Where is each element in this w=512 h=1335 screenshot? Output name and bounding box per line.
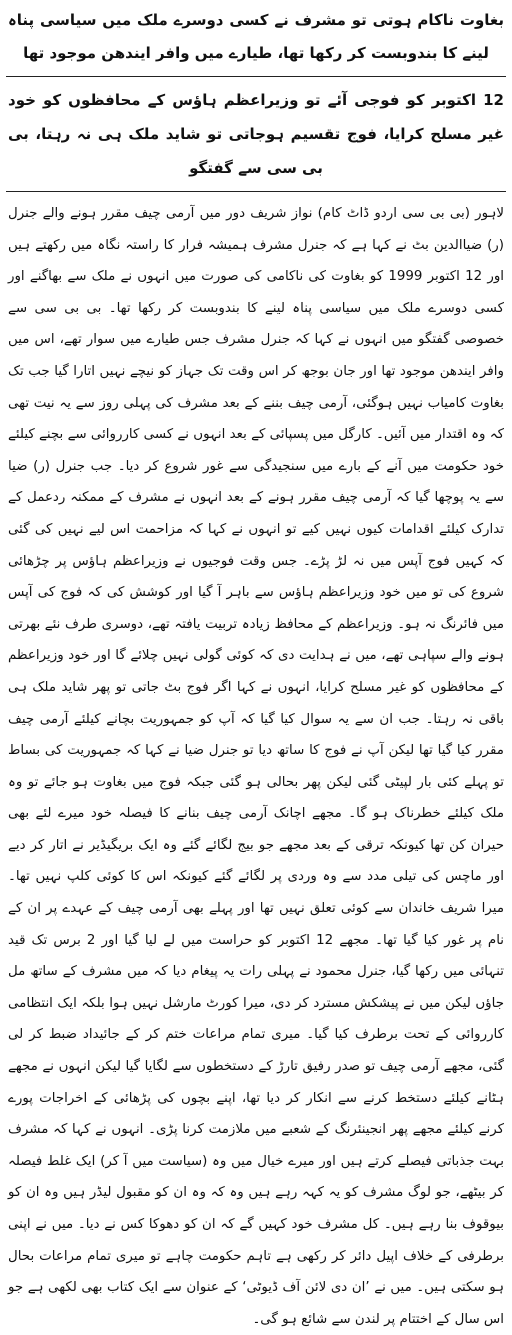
article-body: لاہور (بی بی سی اردو ڈاٹ کام) نواز شریف دور میں آرمی چیف مقرر ہونے والے جنرل (ر) ضیاالدین بٹ نے کہا ہے کہ جنرل مشرف ہمیشہ فرار کا راستہ نگاہ میں رکھتے ہیں اور 12 اکتوبر 1999 کو بغاوت کی ناکامی کی صورت میں انہوں نے ملک سے بھاگنے اور کسی دوسرے ملک میں سیاسی پناہ لینے کا بندوبست کر رکھا تھا۔ بی بی سی سے خصوصی گفتگو میں انہوں نے کہا کہ جنرل مشرف جس طیارے میں سوار تھے، اس میں وافر ایندھن موجود تھا اور جان بوجھ کر اس وقت تک جہاز کو نیچے نہیں اتارا گیا جب تک بغاوت کامیاب نہیں ہوگئی، آرمی چیف بننے کے بعد مشرف کی پہلی روز سے یہ نیت تھی کہ وہ اقتدار میں آئیں۔ کارگل میں پسپائی کے بعد انہوں نے کسی کارروائی سے بچنے کیلئے خود حکومت میں آنے کے بارے میں سنجیدگی سے غور شروع کر دیا۔ جب جنرل (ر) ضیا سے یہ پوچھا گیا کہ آرمی چیف مقرر ہونے کے بعد انہوں نے مشرف کے ممکنہ ردعمل کے تدارک کیلئے اقدامات کیوں نہیں کیے تو انہوں نے کہا کہ مزاحمت اس لیے نہیں کی گئی کہ کہیں فوج آپس میں نہ لڑ پڑے۔ جس وقت فوجیوں نے وزیراعظم ہاؤس پر چڑھائی شروع کی تو میں خود وزیراعظم ہاؤس سے باہر آ گیا اور کوشش کی کہ فوج کی آپس میں فائرنگ نہ ہو۔ وزیراعظم کے محافظ زیادہ تربیت یافتہ تھے، دوسری طرف نئے بھرتی ہونے والے سپاہی تھے، میں نے ہدایت دی کہ کوئی گولی نہیں چلائے گا اور خود وزیراعظم کے محافظوں کو غیر مسلح کرایا، انہوں نے کہا اگر فوج بٹ جاتی تو پھر شاید ملک ہی باقی نہ رہتا۔ جب ان سے یہ سوال کیا گیا کہ آپ کو جمہوریت بچانے کیلئے آرمی چیف مقرر کیا گیا تھا لیکن آپ نے فوج کا ساتھ دیا تو جنرل ضیا نے کہا کہ جمہوریت کی بساط تو پہلے کئی بار لپیٹی گئی لیکن پھر بحالی ہو گئی جبکہ فوج میں بغاوت ہو جائے تو وہ ملک کیلئے خطرناک ہو گا۔ مجھے اچانک آرمی چیف بنانے کا فیصلہ خود میرے لئے بھی حیران کن تھا کیونکہ ترقی کے بعد مجھے جو بیج لگائے گئے وہ ایک بریگیڈیر نے اتار کر دیے اور ماچس کی تیلی مدد سے وہ وردی پر لگائے گئے کیونکہ اس کا کوئی کلپ نہیں تھا۔ میرا شریف خاندان سے کوئی تعلق نہیں تھا اور پہلے بھی آرمی چیف کے عہدے پر ان کے نام پر غور کیا گیا تھا۔ مجھے 12 اکتوبر کو حراست میں لے لیا گیا اور 2 برس تک قید تنہائی میں رکھا گیا، جنرل محمود نے پہلی رات یہ پیغام دیا کہ میں مشرف کے ساتھ مل جاؤں لیکن میں نے پیشکش مسترد کر دی، میرا کورٹ مارشل نہیں ہوا بلکہ ایک انتظامی کارروائی کے تحت برطرف کیا گیا۔ میری تمام مراعات ختم کر کے جائیداد ضبط کر لی گئی، مجھے آرمی چیف تو صدر رفیق تارڑ کے دستخطوں سے لگایا گیا لیکن انہوں نے مجھے ہٹانے کیلئے دستخط کرنے سے انکار کر دیا تھا، اپنے بچوں کی پڑھائی کے اخراجات پورے کرنے کیلئے مجھے پھر انجینئرنگ کے شعبے میں ملازمت کرنا پڑی۔ انہوں نے کہا کہ مشرف بہت جذباتی فیصلے کرتے ہیں اور میرے خیال میں وہ (سیاست میں آ کر) ایک غلط فیصلہ کر بیٹھے، جو لوگ مشرف کو یہ کہہ رہے ہیں وہ کہ وہ ان کو مقبول لیڈر ہیں وہ ان کو بیوقوف بنا رہے ہیں۔ کل مشرف خود کہیں گے کہ ان کو دھوکا کس نے دیا۔ میں نے اپنی برطرفی کے خلاف اپیل دائر کر رکھی ہے تاہم حکومت چاہے تو میری تمام مراعات بحال ہو سکتی ہیں۔ میں نے ’ان دی لائن آف ڈیوٹی‘ کے عنوان سے ایک کتاب بھی لکھی ہے جو اس سال کے اختتام پر لندن سے شائع ہو گی۔ <box>8 206 504 1327</box>
article-headline: بغاوت ناکام ہوتی تو مشرف نے کسی دوسرے ملک میں سیاسی پناہ لینے کا بندوبست کر رکھا تھا، طیارے میں وافر ایندھن موجود تھا <box>8 11 504 62</box>
headline-divider <box>6 76 506 77</box>
subheadline-divider <box>6 191 506 192</box>
article-subheadline: 12 اکتوبر کو فوجی آئے تو وزیراعظم ہاؤس کے محافظوں کو خود غیر مسلح کرایا، فوج تقسیم ہوجاتی تو شاید ملک ہی نہ رہتا، بی بی سی سے گفتگو <box>8 91 504 177</box>
